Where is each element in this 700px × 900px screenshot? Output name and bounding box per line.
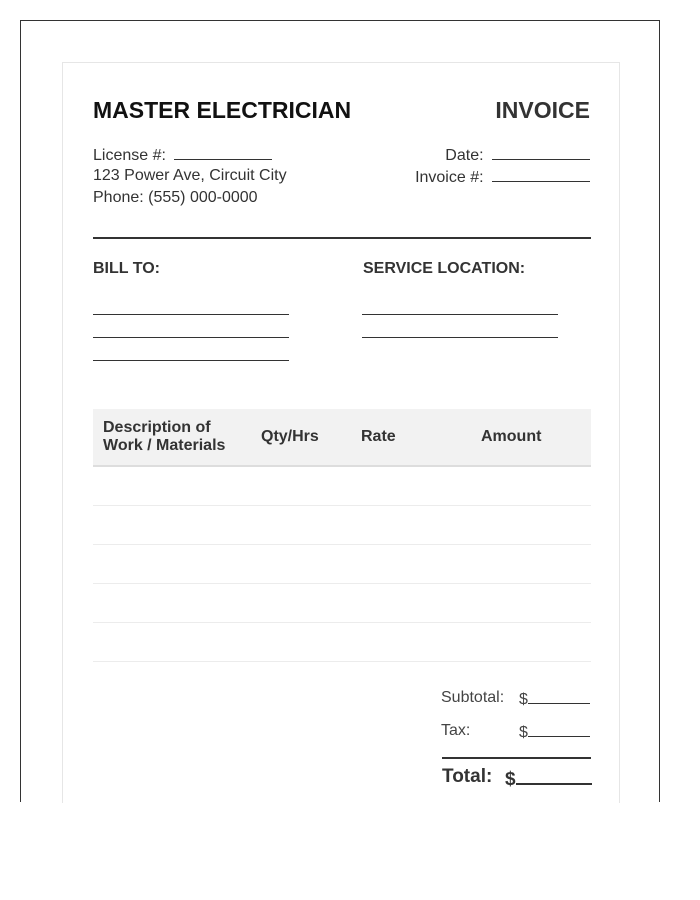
company-name: MASTER ELECTRICIAN [93,97,352,123]
description-header-line-2: Work / Materials [103,437,226,454]
rate-header: Rate [361,428,396,445]
table-header [93,409,591,467]
table-row[interactable] [93,622,591,623]
tax-label: Tax: [441,722,471,739]
invoice-number-field [415,167,590,187]
description-header [103,419,225,455]
license-blank[interactable] [174,145,272,160]
company-address: 123 Power Ave, Circuit City [93,167,287,184]
tax-blank[interactable] [528,722,590,737]
date-field [445,145,590,165]
bill-to-line-2[interactable] [93,337,289,338]
total-currency: $ [505,769,516,790]
service-location-line-2[interactable] [362,337,558,338]
bill-to-line-1[interactable] [93,314,289,315]
invoice-number-label: Invoice #: [415,169,484,186]
bill-to-label: BILL TO: [93,260,160,277]
header-divider [93,237,591,239]
subtotal-currency: $ [519,691,528,708]
total-field [505,766,592,791]
total-label: Total: [442,766,493,787]
qty-header: Qty/Hrs [261,428,319,445]
invoice-number-blank[interactable] [492,167,590,182]
service-location-line-1[interactable] [362,314,558,315]
amount-header: Amount [481,428,542,445]
table-row[interactable] [93,505,591,506]
subtotal-field [519,689,590,709]
table-row[interactable] [93,661,591,662]
description-header-line-1: Description of [103,419,211,436]
bill-to-line-3[interactable] [93,360,289,361]
table-row[interactable] [93,583,591,584]
total-blank[interactable] [516,766,592,785]
subtotal-blank[interactable] [528,689,590,704]
service-location-label: SERVICE LOCATION: [363,260,526,277]
invoice-sheet [62,62,620,803]
license-label: License #: [93,147,166,164]
page-frame [20,20,660,802]
company-phone: Phone: (555) 000-0000 [93,189,258,206]
date-label: Date: [445,147,484,164]
invoice-title: INVOICE [495,97,590,123]
total-divider [442,757,591,759]
table-row[interactable] [93,544,591,545]
subtotal-label: Subtotal: [441,689,505,706]
tax-field [519,722,590,742]
license-field [93,145,272,165]
tax-currency: $ [519,724,528,741]
date-blank[interactable] [492,145,590,160]
